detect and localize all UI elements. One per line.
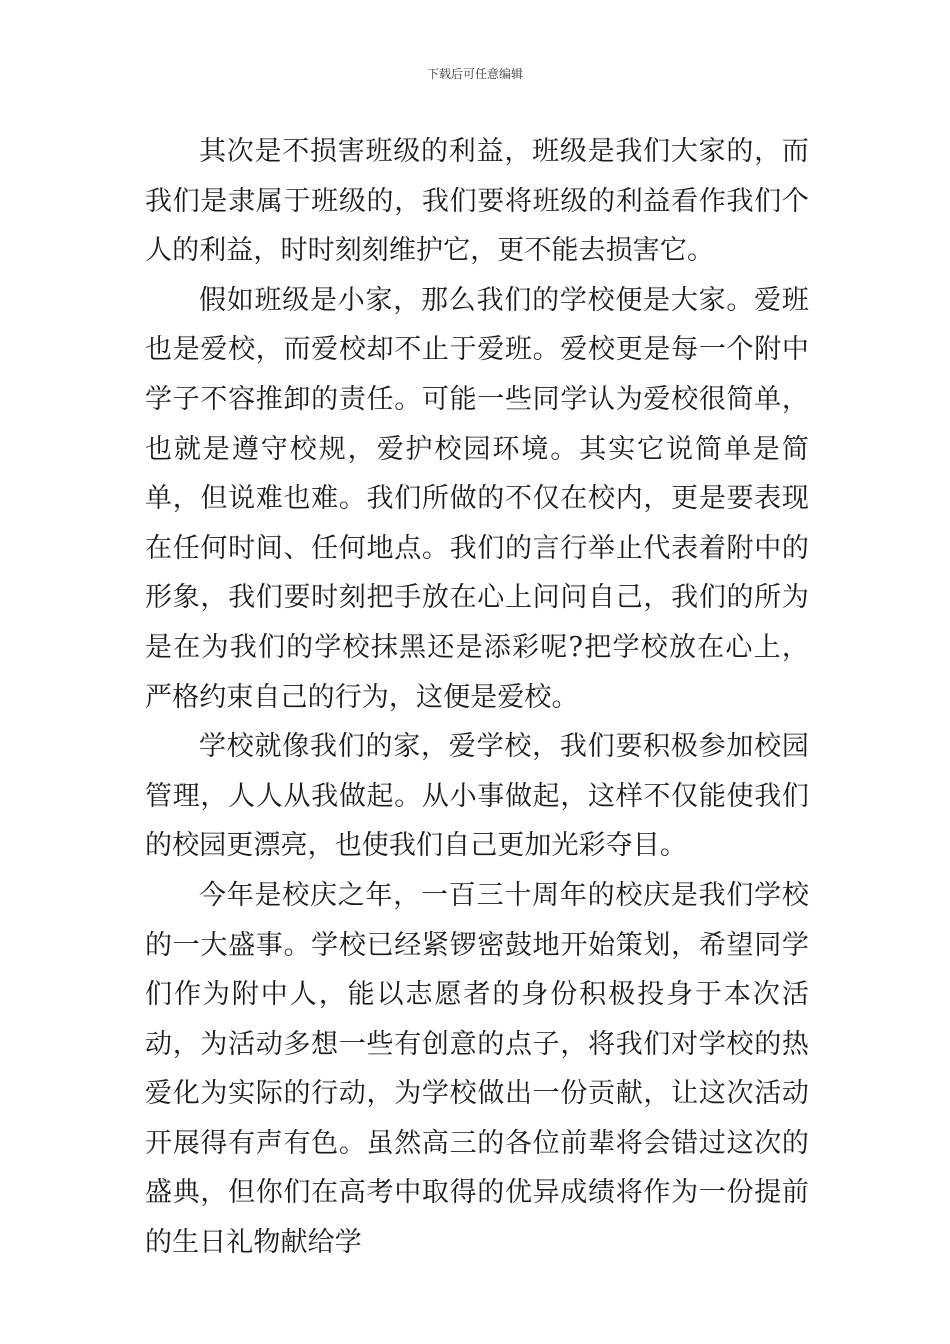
paragraph: 学校就像我们的家，爱学校，我们要积极参加校园管理，人人从我做起。从小事做起，这样不仅能使我们的校园更漂亮，也使我们自己更加光彩夺目。 <box>145 731 809 862</box>
paragraph: 假如班级是小家，那么我们的学校便是大家。爱班也是爱校，而爱校却不止于爱班。爱校更是每一个附中学子不容推卸的责任。可能一些同学认为爱校很简单，也就是遵守校规，爱护校园环境。其实它说简单是简单，但说难也难。我们所做的不仅在校内，更是要表现在任何时间、任何地点。我们的言行举止代表着附中的形象，我们要时刻把手放在心上问问自己，我们的所为是在为我们的学校抹黑还是添彩呢?把学校放在心上，严格约束自己的行为，这便是爱校。 <box>145 284 809 713</box>
paragraph: 今年是校庆之年，一百三十周年的校庆是我们学校的一大盛事。学校已经紧锣密鼓地开始策划，希望同学们作为附中人，能以志愿者的身份积极投身于本次活动，为活动多想一些有创意的点子，将我们对学校的热爱化为实际的行动，为学校做出一份贡献，让这次活动开展得有声有色。虽然高三的各位前辈将会错过这次的盛典，但你们在高考中取得的优异成绩将作为一份提前的生日礼物献给学 <box>145 879 809 1259</box>
document-body <box>145 127 809 1268</box>
page-header: 下载后可任意编辑 <box>426 67 523 81</box>
paragraph: 其次是不损害班级的利益，班级是我们大家的，而我们是隶属于班级的，我们要将班级的利益看作我们个人的利益，时时刻刻维护它，更不能去损害它。 <box>145 136 809 267</box>
